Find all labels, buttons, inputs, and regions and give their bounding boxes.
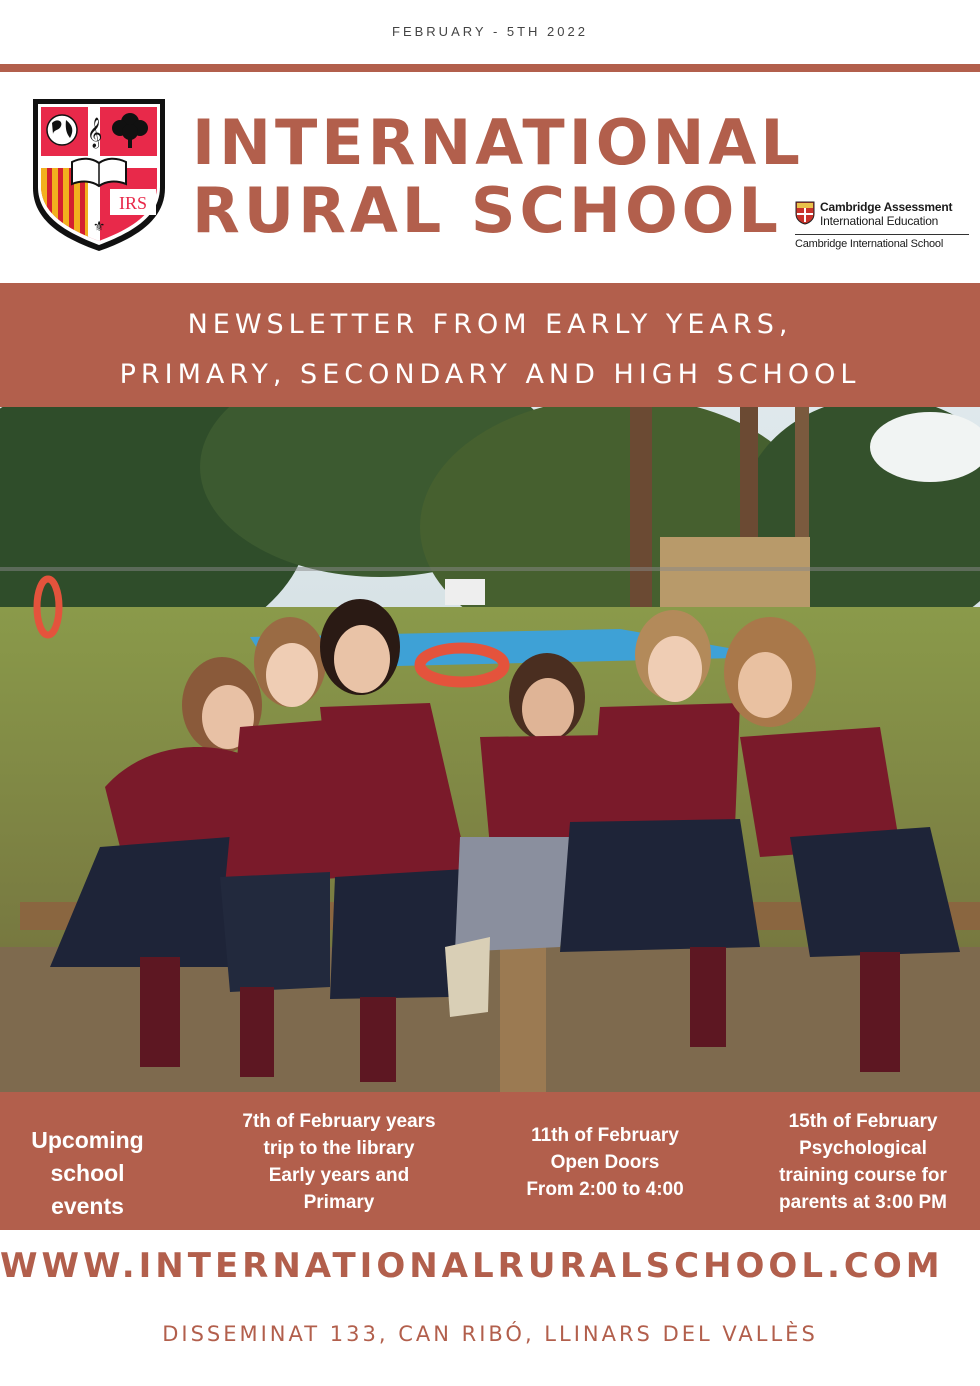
newsletter-banner bbox=[0, 283, 980, 407]
open-book-icon bbox=[72, 159, 126, 186]
school-address: DISSEMINAT 133, CAN RIBÓ, LLINARS DEL VALLÈS bbox=[162, 1322, 818, 1346]
banner-line-2: PRIMARY, SECONDARY AND HIGH SCHOOL bbox=[119, 359, 861, 390]
globe-icon bbox=[47, 115, 77, 145]
cambridge-divider bbox=[795, 234, 969, 235]
cambridge-shield-icon bbox=[795, 201, 815, 225]
issue-date: FEBRUARY - 5TH 2022 bbox=[392, 24, 588, 39]
top-divider bbox=[0, 64, 980, 72]
events-heading: Upcoming school events bbox=[31, 1127, 144, 1219]
event-training-course: 15th of February Psychological training course for parents at 3:00 PM bbox=[779, 1111, 947, 1213]
students-photo bbox=[0, 407, 980, 1092]
school-crest-logo bbox=[30, 96, 168, 254]
cambridge-line-2: International Education bbox=[820, 214, 939, 228]
treble-clef-icon: 𝄞 bbox=[87, 118, 103, 148]
website-link[interactable]: WWW.INTERNATIONALRURALSCHOOL.COM bbox=[0, 1246, 944, 1286]
svg-text:⚜: ⚜ bbox=[92, 219, 106, 235]
svg-text:IRS: IRS bbox=[118, 193, 148, 213]
cambridge-badge bbox=[795, 200, 973, 250]
cambridge-line-1: Cambridge Assessment bbox=[820, 200, 953, 214]
banner-line-1: NEWSLETTER FROM EARLY YEARS, bbox=[187, 309, 793, 340]
school-name-line-2: RURAL SCHOOL bbox=[192, 174, 782, 247]
school-name-line-1: INTERNATIONAL bbox=[192, 106, 804, 179]
event-library-trip: 7th of February years trip to the library Early years and Primary bbox=[242, 1111, 436, 1213]
upcoming-events-strip bbox=[0, 1092, 980, 1230]
event-open-doors: 11th of February Open Doors From 2:00 to 4:00 bbox=[526, 1125, 684, 1200]
cambridge-school-label: Cambridge International School bbox=[795, 238, 944, 250]
